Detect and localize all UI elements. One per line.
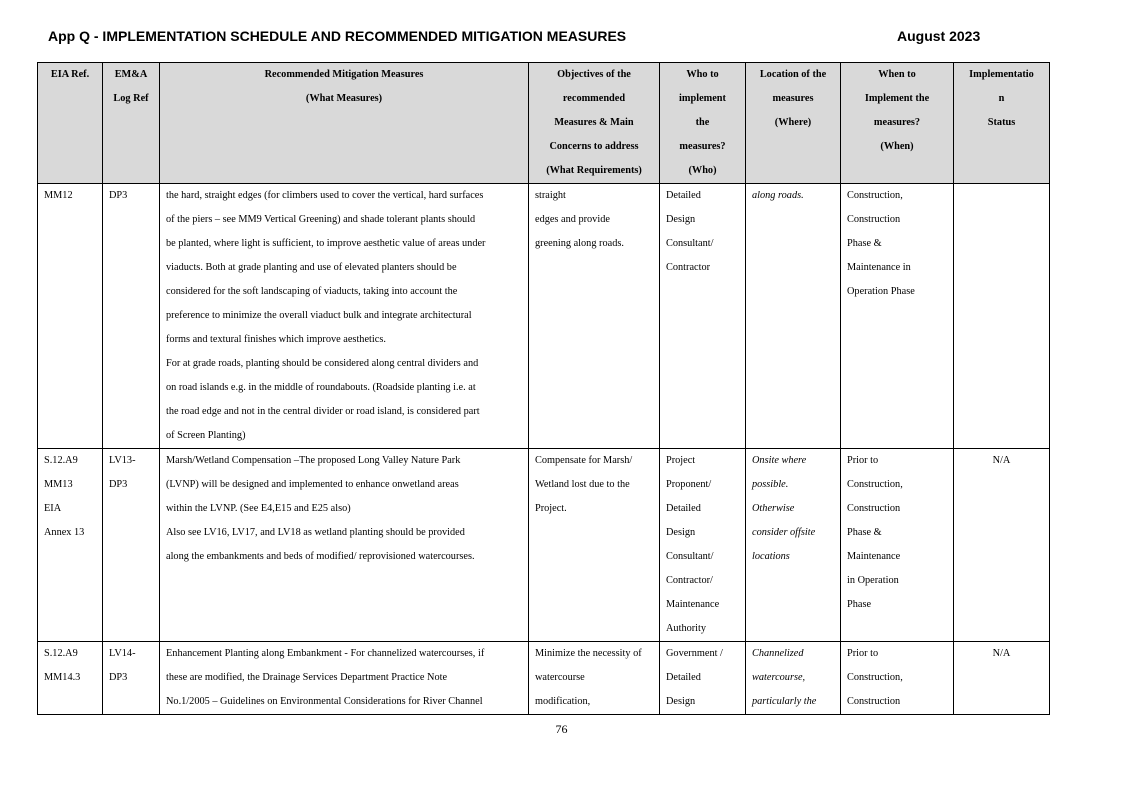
cell-line: Implementatio	[969, 69, 1034, 80]
cell-line: measures?	[873, 117, 921, 128]
cell-who	[660, 449, 746, 642]
cell-line: Wetland lost due to the	[535, 479, 630, 490]
header-ema-log-ref	[103, 63, 160, 184]
cell-line: Enhancement Planting along Embankment - For channelized watercourses, if	[166, 648, 485, 659]
cell-line: Design	[666, 214, 696, 225]
cell-who	[660, 642, 746, 715]
cell-line: Maintenance	[666, 599, 720, 610]
cell-line: be planted, where light is sufficient, to improve aesthetic value of areas under	[166, 238, 486, 249]
cell-line: considered for the soft landscaping of viaducts, taking into account the	[166, 286, 458, 297]
cell-line: Prior to	[847, 648, 879, 659]
header-mitigation-measures	[160, 63, 529, 184]
cell-line: within the LVNP. (See E4,E15 and E25 also)	[166, 503, 351, 514]
table-row	[38, 642, 1050, 715]
cell-line: Detailed	[666, 503, 701, 514]
cell-line: (What Measures)	[305, 93, 383, 104]
cell-eia-ref	[38, 642, 103, 715]
cell-line: Phase	[847, 599, 872, 610]
cell-line: particularly the	[752, 696, 817, 707]
cell-line: EM&A	[114, 69, 148, 80]
cell-status	[954, 449, 1050, 642]
cell-line: Detailed	[666, 190, 701, 201]
cell-line: watercourse,	[752, 672, 806, 683]
cell-line: Construction	[847, 214, 901, 225]
cell-line: Recommended Mitigation Measures	[264, 69, 424, 80]
cell-line: Compensate for Marsh/	[535, 455, 633, 466]
cell-line: S.12.A9	[44, 455, 78, 466]
cell-line: consider offsite	[752, 527, 816, 538]
cell-line: the road edge and not in the central divider or road island, is considered part	[166, 406, 480, 417]
header-who	[660, 63, 746, 184]
cell-measures	[160, 449, 529, 642]
cell-line: Construction	[847, 503, 901, 514]
cell-line: (LVNP) will be designed and implemented to enhance onwetland areas	[166, 479, 459, 490]
cell-line: Phase &	[847, 238, 882, 249]
cell-line: locations	[752, 551, 790, 562]
cell-line: MM14.3	[44, 672, 81, 683]
cell-line: EIA	[44, 503, 62, 514]
cell-line: edges and provide	[535, 214, 610, 225]
cell-line: of the piers – see MM9 Vertical Greening) and shade tolerant plants should	[166, 214, 476, 225]
cell-line: (Where)	[774, 117, 812, 128]
cell-line: S.12.A9	[44, 648, 78, 659]
cell-line: Measures & Main	[554, 117, 634, 128]
cell-when	[841, 449, 954, 642]
cell-line: Also see LV16, LV17, and LV18 as wetland planting should be provided	[166, 527, 465, 538]
cell-line: the	[695, 117, 710, 128]
cell-line: watercourse	[535, 672, 585, 683]
cell-line: Construction,	[847, 479, 903, 490]
cell-line: preference to minimize the overall viaduct bulk and integrate architectural	[166, 310, 472, 321]
cell-line: Operation Phase	[847, 286, 915, 297]
cell-line: Proponent/	[666, 479, 712, 490]
cell-line: Minimize the necessity of	[535, 648, 642, 659]
header-eia-ref	[38, 63, 103, 184]
header-when	[841, 63, 954, 184]
cell-line: greening along roads.	[535, 238, 624, 249]
cell-line: on road islands e.g. in the middle of roundabouts. (Roadside planting i.e. at	[166, 382, 476, 393]
cell-line: possible.	[752, 479, 789, 490]
cell-line: DP3	[109, 672, 128, 683]
cell-objectives	[529, 642, 660, 715]
cell-line: (Who)	[688, 165, 717, 176]
cell-line: Contractor/	[666, 575, 713, 586]
header-status	[954, 63, 1050, 184]
page-number: 76	[555, 722, 568, 736]
cell-line: Detailed	[666, 672, 701, 683]
cell-line: Who to	[686, 69, 719, 80]
cell-line: measures	[772, 93, 814, 104]
document-date: August 2023	[897, 28, 981, 44]
cell-line: Objectives of the	[557, 69, 631, 80]
cell-line: DP3	[109, 190, 128, 201]
cell-when	[841, 642, 954, 715]
cell-line: Consultant/	[666, 551, 714, 562]
cell-objectives	[529, 449, 660, 642]
cell-when	[841, 184, 954, 449]
cell-line: of Screen Planting)	[166, 430, 246, 441]
header-location	[746, 63, 841, 184]
cell-line: Construction,	[847, 672, 903, 683]
cell-line: these are modified, the Drainage Services Department Practice Note	[166, 672, 448, 683]
table-header-row	[38, 63, 1050, 184]
cell-line: modification,	[535, 696, 591, 707]
cell-line: N/A	[992, 455, 1011, 466]
cell-measures	[160, 642, 529, 715]
cell-line: When to	[878, 69, 916, 80]
cell-line: Status	[987, 117, 1016, 128]
cell-line: Prior to	[847, 455, 879, 466]
cell-line: viaducts. Both at grade planting and use of elevated planters should be	[166, 262, 457, 273]
cell-line: No.1/2005 – Guidelines on Environmental Considerations for River Channel	[166, 696, 483, 707]
cell-line: MM12	[44, 190, 73, 201]
cell-line: Contractor	[666, 262, 711, 273]
cell-line: Project	[666, 455, 696, 466]
cell-who	[660, 184, 746, 449]
cell-line: the hard, straight edges (for climbers used to cover the vertical, hard surfaces	[166, 190, 484, 201]
cell-eia-ref	[38, 449, 103, 642]
cell-line: Annex 13	[44, 527, 85, 538]
cell-line: Construction,	[847, 190, 903, 201]
cell-status	[954, 642, 1050, 715]
cell-line: Maintenance	[847, 551, 901, 562]
cell-line: Consultant/	[666, 238, 714, 249]
cell-line: n	[998, 93, 1005, 104]
cell-line: forms and textural finishes which improve aesthetics.	[166, 334, 386, 345]
table-row	[38, 184, 1050, 449]
cell-line: along roads.	[752, 190, 804, 201]
cell-line: implement	[679, 93, 726, 104]
cell-line: DP3	[109, 479, 128, 490]
cell-eia-ref	[38, 184, 103, 449]
cell-ema-log-ref	[103, 642, 160, 715]
cell-line: For at grade roads, planting should be considered along central dividers and	[166, 358, 479, 369]
cell-ema-log-ref	[103, 184, 160, 449]
cell-line: Maintenance in	[847, 262, 911, 273]
cell-line: Project.	[535, 503, 567, 514]
cell-line: N/A	[992, 648, 1011, 659]
cell-line: Design	[666, 696, 696, 707]
cell-line: Government /	[666, 648, 723, 659]
cell-line: Concerns to address	[549, 141, 639, 152]
cell-ema-log-ref	[103, 449, 160, 642]
cell-line: Construction	[847, 696, 901, 707]
cell-line: along the embankments and beds of modified/ reprovisioned watercourses.	[166, 551, 475, 562]
cell-line: measures?	[679, 141, 726, 152]
cell-objectives	[529, 184, 660, 449]
cell-line: (What Requirements)	[546, 165, 642, 176]
cell-line: LV14-	[109, 648, 136, 659]
header-objectives	[529, 63, 660, 184]
implementation-schedule-table	[37, 62, 1050, 715]
table-row	[38, 449, 1050, 642]
cell-line: Marsh/Wetland Compensation –The proposed Long Valley Nature Park	[166, 455, 461, 466]
cell-line: Location of the	[759, 69, 827, 80]
cell-line: straight	[535, 190, 566, 201]
cell-status	[954, 184, 1050, 449]
cell-line: EIA Ref.	[50, 69, 90, 80]
cell-line: Implement the	[864, 93, 930, 104]
cell-line: in Operation	[847, 575, 899, 586]
cell-location	[746, 449, 841, 642]
cell-line: Onsite where	[752, 455, 807, 466]
cell-line: (When)	[880, 141, 914, 152]
cell-line: MM13	[44, 479, 73, 490]
cell-line: Phase &	[847, 527, 882, 538]
cell-location	[746, 642, 841, 715]
cell-line: recommended	[562, 93, 626, 104]
cell-line: Channelized	[752, 648, 804, 659]
document-title: App Q - IMPLEMENTATION SCHEDULE AND RECOMMENDED MITIGATION MEASURES	[48, 28, 627, 44]
cell-line: Authority	[666, 623, 707, 634]
cell-line: Design	[666, 527, 696, 538]
cell-measures	[160, 184, 529, 449]
cell-line: Otherwise	[752, 503, 795, 514]
cell-line: Log Ref	[113, 93, 149, 104]
cell-line: LV13-	[109, 455, 136, 466]
cell-location	[746, 184, 841, 449]
